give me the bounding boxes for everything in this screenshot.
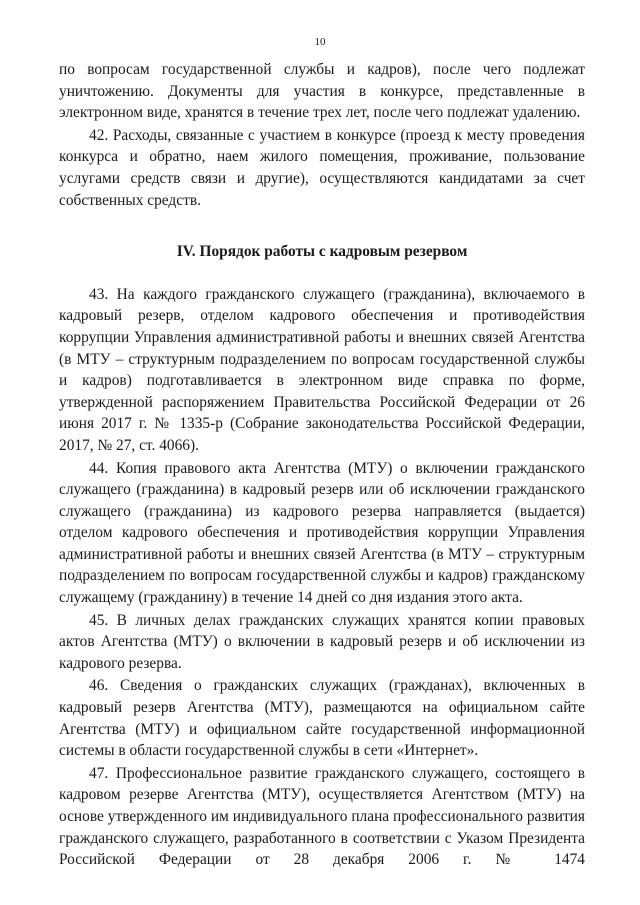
paragraph-43: 43. На каждого гражданского служащего (гражданина), включаемого в кадровый резерв, отделом кадрового обеспечения и противодействия коррупции Управления административной работы и внешних связей Агентства (в МТУ – структурным подразделением по вопросам государственной службы и кадров) подготавливается в электронном виде справка по форме, утвержденной распоряжением Правительства Российской Федерации от 26 июня 2017 г. № 1335-р (Собрание законодательства Российской Федерации, 2017, № 27, ст. 4066). bbox=[59, 285, 585, 454]
page-number: 10 bbox=[314, 36, 326, 48]
paragraph-45: 45. В личных делах гражданских служащих хранятся копии правовых актов Агентства (МТУ) о включении в кадровый резерв и об исключении из кадрового резерва. bbox=[59, 611, 585, 672]
paragraph-46: 46. Сведения о гражданских служащих (гражданах), включенных в кадровый резерв Агентства (МТУ), размещаются на официальном сайте Агентства (МТУ) и официальном сайте государственной информационной системы в области государственной службы в сети «Интернет». bbox=[59, 677, 585, 760]
paragraph-44: 44. Копия правового акта Агентства (МТУ) о включении гражданского служащего (гражданина) в кадровый резерв или об исключении гражданского служащего (гражданина) из кадрового резерва направляется (выдается) отделом кадрового обеспечения и противодействия коррупции Управления административной работы и внешних связей Агентства (в МТУ – структурным подразделением по вопросам государственной службы и кадров) гражданскому служащему (гражданину) в течение 14 дней со дня издания этого акта. bbox=[59, 459, 585, 607]
paragraph-continuation: по вопросам государственной службы и кадров), после чего подлежат уничтожению. Документы для участия в конкурсе, представленные в электронном виде, хранятся в течение трех лет, после чего подлежат удалению. bbox=[59, 61, 585, 122]
section-heading: IV. Порядок работы с кадровым резервом bbox=[176, 243, 468, 261]
paragraph-47: 47. Профессиональное развитие гражданского служащего, состоящего в кадровом резерве Агентства (МТУ), осуществляется Агентством (МТУ) на основе утвержденного им индивидуального плана профессионального развития гражданского служащего, разработанного в соответствии с Указом Президента Российской Федерации от 28 декабря 2006 г. № 1474 bbox=[59, 764, 585, 869]
paragraph-42: 42. Расходы, связанные с участием в конкурсе (проезд к месту проведения конкурса и обратно, наем жилого помещения, проживание, пользование услугами средств связи и другие), осуществляются кандидатами за счет собственных средств. bbox=[59, 126, 585, 209]
document-body bbox=[59, 59, 585, 871]
